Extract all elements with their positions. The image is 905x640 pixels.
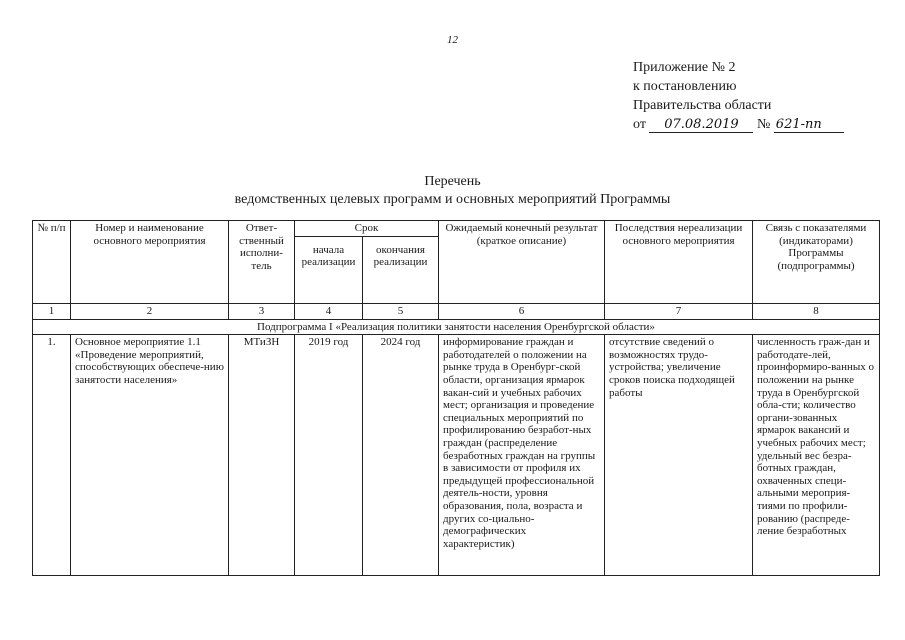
header-row-1 (33, 221, 880, 237)
subprogram-row (33, 319, 880, 335)
row-result: информирование граждан и работодателей о положении на рынке труда в Оренбург-ской области, организация ярмарок вакан-сий и учебных рабочих мест; организация и проведение специальных мероприятий по профилированию безработ-ных граждан (распределение безработных граждан на группы в зависимости от профиля их предыдущей профессиональной деятель-ности, уровня образования, пола, возраста и других со-циально-демографических характеристик) (439, 335, 605, 576)
row-end: 2024 год (363, 335, 439, 576)
row-consequences: отсутствие сведений о возможностях трудо-устройства; увеличение сроков поиска подходящей работы (605, 335, 753, 576)
appendix-block (633, 58, 844, 134)
title-line-2: ведомственных целевых программ и основных мероприятий Программы (234, 192, 671, 207)
from-label: от (633, 117, 646, 132)
header-term-start (295, 236, 363, 303)
header-term-end-text: окончания реализации (373, 243, 428, 269)
page-number: 12 (447, 34, 458, 46)
column-number: 3 (229, 303, 295, 319)
row-no: 1. (33, 335, 71, 576)
column-number: 2 (71, 303, 229, 319)
document-title (0, 173, 905, 209)
column-numbers-row (33, 303, 880, 319)
programs-table (32, 220, 880, 576)
row-name: Основное мероприятие 1.1 «Проведение мероприятий, способствующих обеспече-нию занятости населения» (71, 335, 229, 576)
appendix-line-4 (633, 115, 844, 134)
header-term-end (363, 236, 439, 303)
column-number: 1 (33, 303, 71, 319)
column-number: 5 (363, 303, 439, 319)
header-result: Ожидаемый конечный результат (краткое описание) (439, 221, 605, 304)
appendix-line-3: Правительства области (633, 98, 772, 113)
column-number: 8 (753, 303, 880, 319)
column-number: 4 (295, 303, 363, 319)
title-line-1: Перечень (424, 174, 481, 189)
column-number: 7 (605, 303, 753, 319)
header-responsible: Ответ- ственный исполни- тель (229, 221, 295, 304)
subprogram-title: Подпрограмма I «Реализация политики занятости населения Оренбургской области» (33, 319, 880, 335)
column-number: 6 (439, 303, 605, 319)
header-term-start-text: начала реализации (301, 243, 356, 269)
header-link: Связь с показателями (индикаторами) Программы (подпрограммы) (753, 221, 880, 304)
header-consequences: Последствия нереализации основного мероприятия (605, 221, 753, 304)
row-start: 2019 год (295, 335, 363, 576)
handwritten-date: 07.08.2019 (649, 118, 753, 133)
appendix-line-2: к постановлению (633, 79, 737, 94)
number-label: № (756, 117, 771, 132)
row-responsible: МТиЗН (229, 335, 295, 576)
header-no: № п/п (33, 221, 71, 304)
appendix-line-1: Приложение № 2 (633, 60, 736, 75)
handwritten-number: 621-пп (774, 118, 844, 133)
row-link: численность граж-дан и работодате-лей, проинформиро-ванных о положении на рынке труда в Оренбургской обла-сти; количество органи-зованных ярмарок вакансий и учебных рабочих мест; удельный вес безра-ботных граждан, охваченных специ-альными мероприя-тиями по профили-рованию (распреде-ление безработных (753, 335, 880, 576)
header-term: Срок (295, 221, 439, 237)
table-row (33, 335, 880, 576)
header-name: Номер и наименование основного мероприятия (71, 221, 229, 304)
